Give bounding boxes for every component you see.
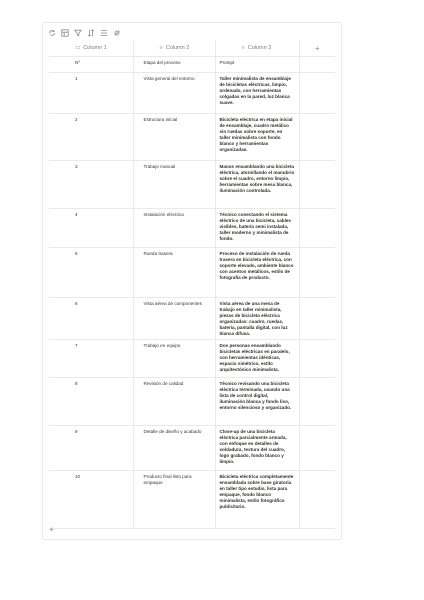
cell-stage[interactable]: Rueda trasera <box>133 248 215 298</box>
table-toolbar <box>47 26 122 40</box>
cell-empty <box>299 248 335 298</box>
column-header-1[interactable]: ▭ Column 1 <box>49 40 133 57</box>
cell-empty <box>299 378 335 426</box>
cell-number[interactable]: 3 <box>49 161 133 209</box>
title-property-icon: ▭ <box>75 45 81 51</box>
cell-stage[interactable]: Vista aérea de componentes <box>133 298 215 340</box>
cell-number[interactable]: 8 <box>49 378 133 426</box>
column-header-2[interactable]: ≡ Column 2 <box>133 40 215 57</box>
table-view-icon[interactable] <box>60 28 70 38</box>
cell-stage[interactable]: Trabajo manual <box>133 161 215 209</box>
cell-prompt[interactable]: Prompt <box>215 57 299 73</box>
filter-icon[interactable] <box>73 28 83 38</box>
table-row[interactable] <box>49 378 335 426</box>
text-property-icon: ≡ <box>159 45 163 51</box>
add-column-button[interactable]: + <box>299 40 335 57</box>
column-header-3[interactable]: ≡ Column 3 <box>215 40 299 57</box>
cell-empty <box>299 471 335 529</box>
cell-number[interactable]: 1 <box>49 73 133 114</box>
table-row[interactable] <box>49 426 335 471</box>
table-row[interactable] <box>49 57 335 73</box>
table-row[interactable] <box>49 298 335 340</box>
cell-empty <box>299 426 335 471</box>
cell-stage[interactable]: Vista general del entorno <box>133 73 215 114</box>
text-property-icon: ≡ <box>241 45 245 51</box>
sort-icon[interactable] <box>86 28 96 38</box>
cell-stage[interactable]: Trabajo en equipo <box>133 340 215 378</box>
cell-number[interactable]: 5 <box>49 248 133 298</box>
refresh-icon[interactable] <box>47 28 57 38</box>
cell-prompt[interactable]: Close-up de una bicicleta eléctrica parcialmente armada, con enfoque en detalles de soldadura, textura del cuadro, logo grabado, fondo blanco y limpio. <box>215 426 299 471</box>
cell-empty <box>299 114 335 161</box>
table-row[interactable] <box>49 471 335 529</box>
column-header-row <box>49 40 335 57</box>
data-table <box>49 40 335 529</box>
cell-prompt[interactable]: Dos personas ensamblando bicicletas eléctricas en paralelo, con herramientas idénticas, espacio simétrico, estilo arquitectónico minimalista. <box>215 340 299 378</box>
table-row[interactable] <box>49 114 335 161</box>
table-row[interactable] <box>49 340 335 378</box>
cell-empty <box>299 73 335 114</box>
cell-prompt[interactable]: Manos ensamblando una bicicleta eléctrica, atornillando el manubrio sobre el cuadro, entorno limpio, herramientas sobre mesa blanca, iluminación controlada. <box>215 161 299 209</box>
cell-stage[interactable]: Producto final listo para empaque <box>133 471 215 529</box>
cell-prompt[interactable]: Bicicleta eléctrica en etapa inicial de ensamblaje, cuadro metálico sin ruedas sobre soporte, en taller minimalista con fondo blanco y herramientas organizadas. <box>215 114 299 161</box>
cell-empty <box>299 340 335 378</box>
cell-number[interactable]: 7 <box>49 340 133 378</box>
cell-empty <box>299 298 335 340</box>
add-row-button[interactable]: + <box>49 525 54 534</box>
cell-stage[interactable]: Revisión de calidad <box>133 378 215 426</box>
database-table-card <box>42 22 342 540</box>
cell-stage[interactable]: Estructura inicial <box>133 114 215 161</box>
cell-prompt[interactable]: Técnico conectando el sistema eléctrico de una bicicleta, cables visibles, batería semi instalada, taller moderno y minimalista de fondo. <box>215 209 299 248</box>
cell-empty <box>299 209 335 248</box>
cell-prompt[interactable]: Proceso de instalación de rueda trasera en bicicleta eléctrica, con soporte elevado, ambiente blanco con acentos metálicos, estilo de fotografía de producto. <box>215 248 299 298</box>
cell-prompt[interactable]: Bicicleta eléctrica completamente ensamblada sobre base giratoria en taller tipo estudio, lista para empaque, fondo blanco minimalista, estilo fotográfico publicitario. <box>215 471 299 529</box>
cell-number[interactable]: 2 <box>49 114 133 161</box>
settings-icon[interactable] <box>112 28 122 38</box>
cell-stage[interactable]: Instalación eléctrica <box>133 209 215 248</box>
table-row[interactable] <box>49 161 335 209</box>
cell-prompt[interactable]: Vista aérea de una mesa de trabajo en taller minimalista, piezas de bicicleta eléctrica organizadas: cuadro, ruedas, batería, pantalla digital, con luz blanca difusa. <box>215 298 299 340</box>
cell-stage[interactable]: Detalle de diseño y acabado <box>133 426 215 471</box>
properties-icon[interactable] <box>99 28 109 38</box>
table-row[interactable] <box>49 248 335 298</box>
cell-number[interactable]: 4 <box>49 209 133 248</box>
cell-number[interactable]: Nº <box>49 57 133 73</box>
table-row[interactable] <box>49 209 335 248</box>
cell-number[interactable]: 6 <box>49 298 133 340</box>
cell-stage[interactable]: Etapa del proceso <box>133 57 215 73</box>
cell-number[interactable]: 10 <box>49 471 133 529</box>
cell-number[interactable]: 9 <box>49 426 133 471</box>
table-row[interactable] <box>49 73 335 114</box>
cell-empty <box>299 57 335 73</box>
cell-empty <box>299 161 335 209</box>
cell-prompt[interactable]: Taller minimalista de ensamblaje de bicicletas eléctricas, limpio, ordenado, con herramientas colgadas en la pared, luz blanca suave. <box>215 73 299 114</box>
cell-prompt[interactable]: Técnico revisando una bicicleta eléctrica terminada, usando una lista de control digital, iluminación blanca y fondo liso, entorno silencioso y organizado. <box>215 378 299 426</box>
